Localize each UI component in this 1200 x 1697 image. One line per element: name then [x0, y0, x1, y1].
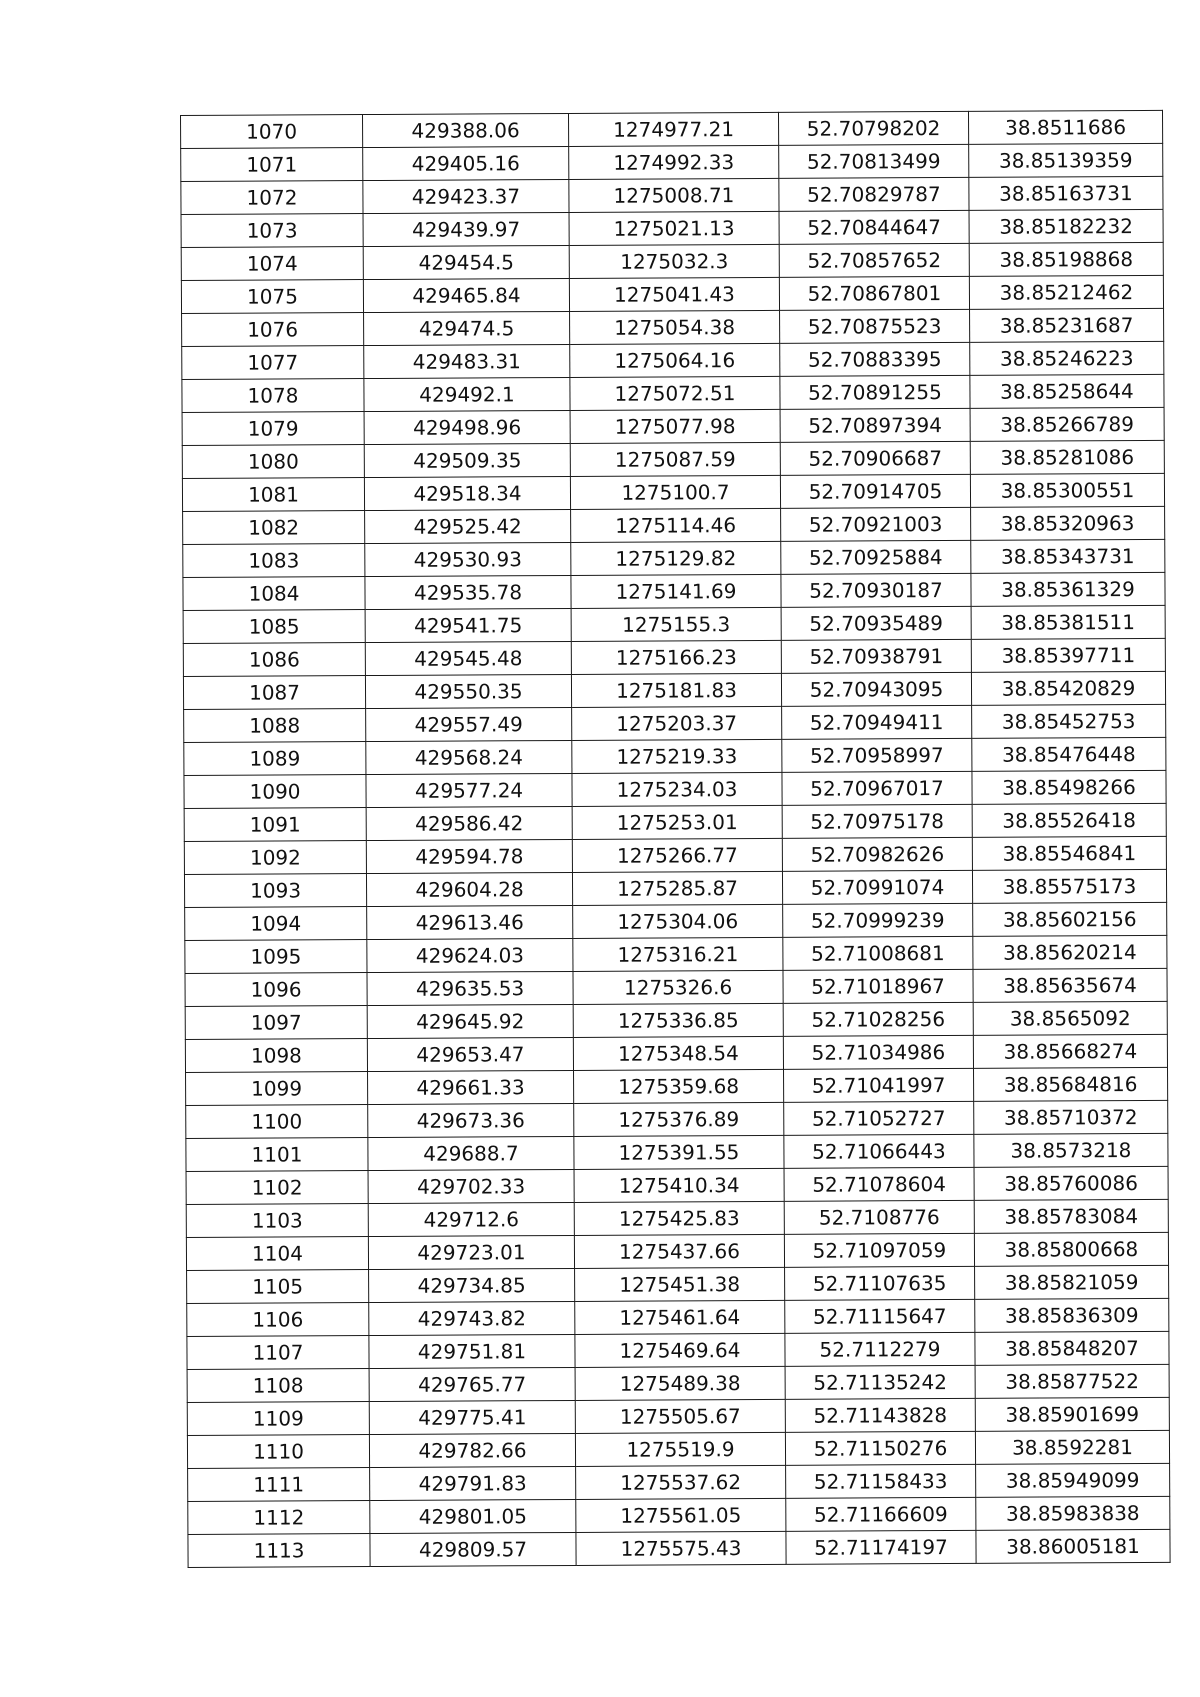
- point-number-cell: 1090: [184, 775, 366, 809]
- latitude-cell: 52.71097059: [784, 1233, 974, 1267]
- longitude-cell: 38.85668274: [973, 1034, 1167, 1068]
- table-row: [182, 440, 1164, 478]
- x-coordinate-cell: 429743.82: [369, 1301, 575, 1335]
- point-number-cell: 1108: [187, 1369, 369, 1403]
- y-coordinate-cell: 1275054.38: [570, 310, 780, 344]
- x-coordinate-cell: 429492.1: [364, 377, 570, 411]
- latitude-cell: 52.70958997: [782, 738, 972, 772]
- point-number-cell: 1112: [188, 1501, 370, 1535]
- table-row: [186, 1100, 1168, 1138]
- y-coordinate-cell: 1275285.87: [572, 871, 782, 905]
- point-number-cell: 1077: [182, 346, 364, 380]
- latitude-cell: 52.70991074: [782, 870, 972, 904]
- x-coordinate-cell: 429518.34: [364, 476, 570, 510]
- longitude-cell: 38.85212462: [969, 275, 1163, 309]
- table-row: [187, 1331, 1169, 1369]
- y-coordinate-cell: 1275077.98: [570, 409, 780, 443]
- y-coordinate-cell: 1275326.6: [573, 970, 783, 1004]
- x-coordinate-cell: 429661.33: [368, 1070, 574, 1104]
- point-number-cell: 1070: [181, 115, 363, 149]
- longitude-cell: 38.85575173: [972, 869, 1166, 903]
- x-coordinate-cell: 429801.05: [370, 1499, 576, 1533]
- point-number-cell: 1088: [184, 709, 366, 743]
- table-row: [186, 1232, 1168, 1270]
- latitude-cell: 52.70857652: [779, 243, 969, 277]
- latitude-cell: 52.71166609: [786, 1497, 976, 1531]
- y-coordinate-cell: 1275253.01: [572, 805, 782, 839]
- table-row: [182, 308, 1164, 346]
- table-row: [188, 1529, 1170, 1567]
- latitude-cell: 52.71143828: [785, 1398, 975, 1432]
- latitude-cell: 52.71041997: [784, 1068, 974, 1102]
- longitude-cell: 38.85246223: [970, 341, 1164, 375]
- latitude-cell: 52.71174197: [786, 1530, 976, 1564]
- table-row: [187, 1430, 1169, 1468]
- table-row: [182, 407, 1164, 445]
- latitude-cell: 52.70875523: [780, 309, 970, 343]
- longitude-cell: 38.85266789: [970, 407, 1164, 441]
- x-coordinate-cell: 429439.97: [363, 212, 569, 246]
- x-coordinate-cell: 429577.24: [366, 773, 572, 807]
- longitude-cell: 38.85420829: [971, 671, 1165, 705]
- x-coordinate-cell: 429388.06: [363, 113, 569, 147]
- point-number-cell: 1103: [186, 1204, 368, 1238]
- longitude-cell: 38.85546841: [972, 836, 1166, 870]
- longitude-cell: 38.85710372: [974, 1100, 1168, 1134]
- point-number-cell: 1084: [183, 577, 365, 611]
- point-number-cell: 1078: [182, 379, 364, 413]
- point-number-cell: 1100: [186, 1105, 368, 1139]
- x-coordinate-cell: 429765.77: [369, 1367, 575, 1401]
- table-row: [183, 539, 1165, 577]
- latitude-cell: 52.70829787: [779, 177, 969, 211]
- longitude-cell: 38.85498266: [972, 770, 1166, 804]
- y-coordinate-cell: 1275359.68: [574, 1069, 784, 1103]
- y-coordinate-cell: 1275316.21: [573, 937, 783, 971]
- table-row: [181, 176, 1163, 214]
- point-number-cell: 1089: [184, 742, 366, 776]
- point-number-cell: 1094: [185, 907, 367, 941]
- x-coordinate-cell: 429775.41: [369, 1400, 575, 1434]
- table-row: [184, 737, 1166, 775]
- longitude-cell: 38.85602156: [973, 902, 1167, 936]
- x-coordinate-cell: 429586.42: [366, 806, 572, 840]
- latitude-cell: 52.71135242: [785, 1365, 975, 1399]
- point-number-cell: 1092: [184, 841, 366, 875]
- point-number-cell: 1085: [183, 610, 365, 644]
- y-coordinate-cell: 1275304.06: [573, 904, 783, 938]
- x-coordinate-cell: 429545.48: [365, 641, 571, 675]
- x-coordinate-cell: 429635.53: [367, 971, 573, 1005]
- table-row: [186, 1133, 1168, 1171]
- table-row: [185, 1001, 1167, 1039]
- longitude-cell: 38.8511686: [968, 110, 1162, 144]
- point-number-cell: 1080: [182, 445, 364, 479]
- longitude-cell: 38.85397711: [971, 638, 1165, 672]
- latitude-cell: 52.70906687: [780, 441, 970, 475]
- x-coordinate-cell: 429594.78: [366, 839, 572, 873]
- latitude-cell: 52.71078604: [784, 1167, 974, 1201]
- table-body: [181, 110, 1171, 1567]
- table-row: [183, 506, 1165, 544]
- point-number-cell: 1099: [186, 1072, 368, 1106]
- y-coordinate-cell: 1275100.7: [570, 475, 780, 509]
- longitude-cell: 38.85343731: [971, 539, 1165, 573]
- x-coordinate-cell: 429474.5: [364, 311, 570, 345]
- point-number-cell: 1081: [182, 478, 364, 512]
- latitude-cell: 52.71066443: [784, 1134, 974, 1168]
- table-row: [185, 968, 1167, 1006]
- y-coordinate-cell: 1275141.69: [571, 574, 781, 608]
- latitude-cell: 52.70925884: [781, 540, 971, 574]
- table-row: [183, 572, 1165, 610]
- y-coordinate-cell: 1275087.59: [570, 442, 780, 476]
- latitude-cell: 52.71034986: [783, 1035, 973, 1069]
- latitude-cell: 52.70914705: [780, 474, 970, 508]
- table-row: [181, 143, 1163, 181]
- longitude-cell: 38.85526418: [972, 803, 1166, 837]
- point-number-cell: 1107: [187, 1336, 369, 1370]
- point-number-cell: 1076: [182, 313, 364, 347]
- x-coordinate-cell: 429509.35: [364, 443, 570, 477]
- latitude-cell: 52.70921003: [781, 507, 971, 541]
- y-coordinate-cell: 1275129.82: [571, 541, 781, 575]
- x-coordinate-cell: 429624.03: [367, 938, 573, 972]
- x-coordinate-cell: 429483.31: [364, 344, 570, 378]
- y-coordinate-cell: 1275505.67: [575, 1399, 785, 1433]
- point-number-cell: 1106: [187, 1303, 369, 1337]
- table-row: [183, 671, 1165, 709]
- longitude-cell: 38.85139359: [969, 143, 1163, 177]
- table-row: [186, 1067, 1168, 1105]
- latitude-cell: 52.7108776: [784, 1200, 974, 1234]
- table-row: [181, 242, 1163, 280]
- y-coordinate-cell: 1275425.83: [574, 1201, 784, 1235]
- latitude-cell: 52.71052727: [784, 1101, 974, 1135]
- longitude-cell: 38.85783084: [974, 1199, 1168, 1233]
- point-number-cell: 1072: [181, 181, 363, 215]
- longitude-cell: 38.85320963: [971, 506, 1165, 540]
- x-coordinate-cell: 429673.36: [368, 1103, 574, 1137]
- y-coordinate-cell: 1275519.9: [575, 1432, 785, 1466]
- latitude-cell: 52.71018967: [783, 969, 973, 1003]
- x-coordinate-cell: 429723.01: [368, 1235, 574, 1269]
- longitude-cell: 38.8565092: [973, 1001, 1167, 1035]
- latitude-cell: 52.71150276: [785, 1431, 975, 1465]
- latitude-cell: 52.70975178: [782, 804, 972, 838]
- x-coordinate-cell: 429454.5: [363, 245, 569, 279]
- y-coordinate-cell: 1274992.33: [569, 145, 779, 179]
- longitude-cell: 38.85800668: [974, 1232, 1168, 1266]
- latitude-cell: 52.71158433: [786, 1464, 976, 1498]
- latitude-cell: 52.71008681: [783, 936, 973, 970]
- point-number-cell: 1093: [184, 874, 366, 908]
- latitude-cell: 52.70943095: [781, 672, 971, 706]
- y-coordinate-cell: 1275219.33: [572, 739, 782, 773]
- y-coordinate-cell: 1275266.77: [572, 838, 782, 872]
- point-number-cell: 1083: [183, 544, 365, 578]
- y-coordinate-cell: 1275575.43: [576, 1531, 786, 1565]
- longitude-cell: 38.85949099: [976, 1463, 1170, 1497]
- y-coordinate-cell: 1275072.51: [570, 376, 780, 410]
- longitude-cell: 38.85760086: [974, 1166, 1168, 1200]
- x-coordinate-cell: 429498.96: [364, 410, 570, 444]
- x-coordinate-cell: 429791.83: [370, 1466, 576, 1500]
- table-row: [182, 374, 1164, 412]
- longitude-cell: 38.85848207: [975, 1331, 1169, 1365]
- point-number-cell: 1110: [187, 1435, 369, 1469]
- latitude-cell: 52.70813499: [779, 144, 969, 178]
- table-row: [187, 1364, 1169, 1402]
- latitude-cell: 52.70867801: [779, 276, 969, 310]
- x-coordinate-cell: 429535.78: [365, 575, 571, 609]
- y-coordinate-cell: 1275461.64: [575, 1300, 785, 1334]
- table-row: [186, 1199, 1168, 1237]
- y-coordinate-cell: 1275348.54: [573, 1036, 783, 1070]
- table-row: [181, 209, 1163, 247]
- table-row: [187, 1298, 1169, 1336]
- table-row: [187, 1265, 1169, 1303]
- point-number-cell: 1075: [181, 280, 363, 314]
- longitude-cell: 38.85281086: [970, 440, 1164, 474]
- y-coordinate-cell: 1275041.43: [569, 277, 779, 311]
- point-number-cell: 1074: [181, 247, 363, 281]
- y-coordinate-cell: 1275181.83: [571, 673, 781, 707]
- y-coordinate-cell: 1275537.62: [576, 1465, 786, 1499]
- longitude-cell: 38.8592281: [975, 1430, 1169, 1464]
- x-coordinate-cell: 429613.46: [367, 905, 573, 939]
- longitude-cell: 38.8573218: [974, 1133, 1168, 1167]
- point-number-cell: 1095: [185, 940, 367, 974]
- y-coordinate-cell: 1275008.71: [569, 178, 779, 212]
- table-row: [182, 341, 1164, 379]
- x-coordinate-cell: 429541.75: [365, 608, 571, 642]
- y-coordinate-cell: 1275437.66: [574, 1234, 784, 1268]
- point-number-cell: 1086: [183, 643, 365, 677]
- x-coordinate-cell: 429568.24: [366, 740, 572, 774]
- x-coordinate-cell: 429405.16: [363, 146, 569, 180]
- table-row: [188, 1496, 1170, 1534]
- point-number-cell: 1102: [186, 1171, 368, 1205]
- longitude-cell: 38.85163731: [969, 176, 1163, 210]
- longitude-cell: 38.86005181: [976, 1529, 1170, 1563]
- y-coordinate-cell: 1275021.13: [569, 211, 779, 245]
- longitude-cell: 38.85635674: [973, 968, 1167, 1002]
- y-coordinate-cell: 1275469.64: [575, 1333, 785, 1367]
- x-coordinate-cell: 429702.33: [368, 1169, 574, 1203]
- x-coordinate-cell: 429645.92: [367, 1004, 573, 1038]
- x-coordinate-cell: 429465.84: [363, 278, 569, 312]
- point-number-cell: 1071: [181, 148, 363, 182]
- latitude-cell: 52.71028256: [783, 1002, 973, 1036]
- longitude-cell: 38.85620214: [973, 935, 1167, 969]
- x-coordinate-cell: 429525.42: [365, 509, 571, 543]
- latitude-cell: 52.71107635: [785, 1266, 975, 1300]
- table-row: [184, 803, 1166, 841]
- point-number-cell: 1105: [187, 1270, 369, 1304]
- longitude-cell: 38.85983838: [976, 1496, 1170, 1530]
- longitude-cell: 38.85901699: [975, 1397, 1169, 1431]
- latitude-cell: 52.70938791: [781, 639, 971, 673]
- table-row: [183, 638, 1165, 676]
- y-coordinate-cell: 1275410.34: [574, 1168, 784, 1202]
- y-coordinate-cell: 1275114.46: [571, 508, 781, 542]
- latitude-cell: 52.7112279: [785, 1332, 975, 1366]
- latitude-cell: 52.70935489: [781, 606, 971, 640]
- latitude-cell: 52.70982626: [782, 837, 972, 871]
- y-coordinate-cell: 1275376.89: [574, 1102, 784, 1136]
- point-number-cell: 1082: [183, 511, 365, 545]
- coordinates-table-wrapper: [180, 110, 1170, 1568]
- longitude-cell: 38.85198868: [969, 242, 1163, 276]
- table-row: [184, 836, 1166, 874]
- table-row: [181, 275, 1163, 313]
- x-coordinate-cell: 429530.93: [365, 542, 571, 576]
- y-coordinate-cell: 1275203.37: [572, 706, 782, 740]
- x-coordinate-cell: 429782.66: [369, 1433, 575, 1467]
- table-row: [183, 605, 1165, 643]
- point-number-cell: 1109: [187, 1402, 369, 1436]
- longitude-cell: 38.85381511: [971, 605, 1165, 639]
- x-coordinate-cell: 429712.6: [368, 1202, 574, 1236]
- table-row: [187, 1397, 1169, 1435]
- x-coordinate-cell: 429423.37: [363, 179, 569, 213]
- x-coordinate-cell: 429734.85: [369, 1268, 575, 1302]
- table-row: [186, 1166, 1168, 1204]
- longitude-cell: 38.85836309: [975, 1298, 1169, 1332]
- y-coordinate-cell: 1275155.3: [571, 607, 781, 641]
- longitude-cell: 38.85182232: [969, 209, 1163, 243]
- point-number-cell: 1104: [186, 1237, 368, 1271]
- latitude-cell: 52.70967017: [782, 771, 972, 805]
- x-coordinate-cell: 429751.81: [369, 1334, 575, 1368]
- point-number-cell: 1073: [181, 214, 363, 248]
- latitude-cell: 52.70897394: [780, 408, 970, 442]
- longitude-cell: 38.85877522: [975, 1364, 1169, 1398]
- longitude-cell: 38.85821059: [975, 1265, 1169, 1299]
- y-coordinate-cell: 1275166.23: [571, 640, 781, 674]
- table-row: [182, 473, 1164, 511]
- point-number-cell: 1087: [183, 676, 365, 710]
- y-coordinate-cell: 1275336.85: [573, 1003, 783, 1037]
- longitude-cell: 38.85452753: [972, 704, 1166, 738]
- longitude-cell: 38.85258644: [970, 374, 1164, 408]
- point-number-cell: 1091: [184, 808, 366, 842]
- y-coordinate-cell: 1275391.55: [574, 1135, 784, 1169]
- x-coordinate-cell: 429604.28: [366, 872, 572, 906]
- x-coordinate-cell: 429653.47: [367, 1037, 573, 1071]
- y-coordinate-cell: 1274977.21: [568, 112, 778, 146]
- latitude-cell: 52.71115647: [785, 1299, 975, 1333]
- x-coordinate-cell: 429557.49: [366, 707, 572, 741]
- point-number-cell: 1101: [186, 1138, 368, 1172]
- table-row: [184, 869, 1166, 907]
- latitude-cell: 52.70883395: [780, 342, 970, 376]
- latitude-cell: 52.70999239: [783, 903, 973, 937]
- table-row: [185, 1034, 1167, 1072]
- x-coordinate-cell: 429550.35: [365, 674, 571, 708]
- point-number-cell: 1096: [185, 973, 367, 1007]
- y-coordinate-cell: 1275489.38: [575, 1366, 785, 1400]
- table-row: [181, 110, 1163, 148]
- point-number-cell: 1097: [185, 1006, 367, 1040]
- longitude-cell: 38.85361329: [971, 572, 1165, 606]
- point-number-cell: 1111: [188, 1468, 370, 1502]
- longitude-cell: 38.85476448: [972, 737, 1166, 771]
- y-coordinate-cell: 1275234.03: [572, 772, 782, 806]
- coordinates-table: [180, 110, 1171, 1568]
- latitude-cell: 52.70844647: [779, 210, 969, 244]
- x-coordinate-cell: 429688.7: [368, 1136, 574, 1170]
- longitude-cell: 38.85684816: [974, 1067, 1168, 1101]
- y-coordinate-cell: 1275032.3: [569, 244, 779, 278]
- table-row: [184, 770, 1166, 808]
- longitude-cell: 38.85231687: [970, 308, 1164, 342]
- y-coordinate-cell: 1275064.16: [570, 343, 780, 377]
- latitude-cell: 52.70891255: [780, 375, 970, 409]
- y-coordinate-cell: 1275561.05: [576, 1498, 786, 1532]
- x-coordinate-cell: 429809.57: [370, 1532, 576, 1566]
- table-row: [185, 902, 1167, 940]
- point-number-cell: 1098: [185, 1039, 367, 1073]
- latitude-cell: 52.70949411: [782, 705, 972, 739]
- point-number-cell: 1079: [182, 412, 364, 446]
- table-row: [185, 935, 1167, 973]
- point-number-cell: 1113: [188, 1534, 370, 1568]
- table-row: [188, 1463, 1170, 1501]
- latitude-cell: 52.70798202: [778, 111, 968, 145]
- latitude-cell: 52.70930187: [781, 573, 971, 607]
- table-row: [184, 704, 1166, 742]
- longitude-cell: 38.85300551: [970, 473, 1164, 507]
- y-coordinate-cell: 1275451.38: [575, 1267, 785, 1301]
